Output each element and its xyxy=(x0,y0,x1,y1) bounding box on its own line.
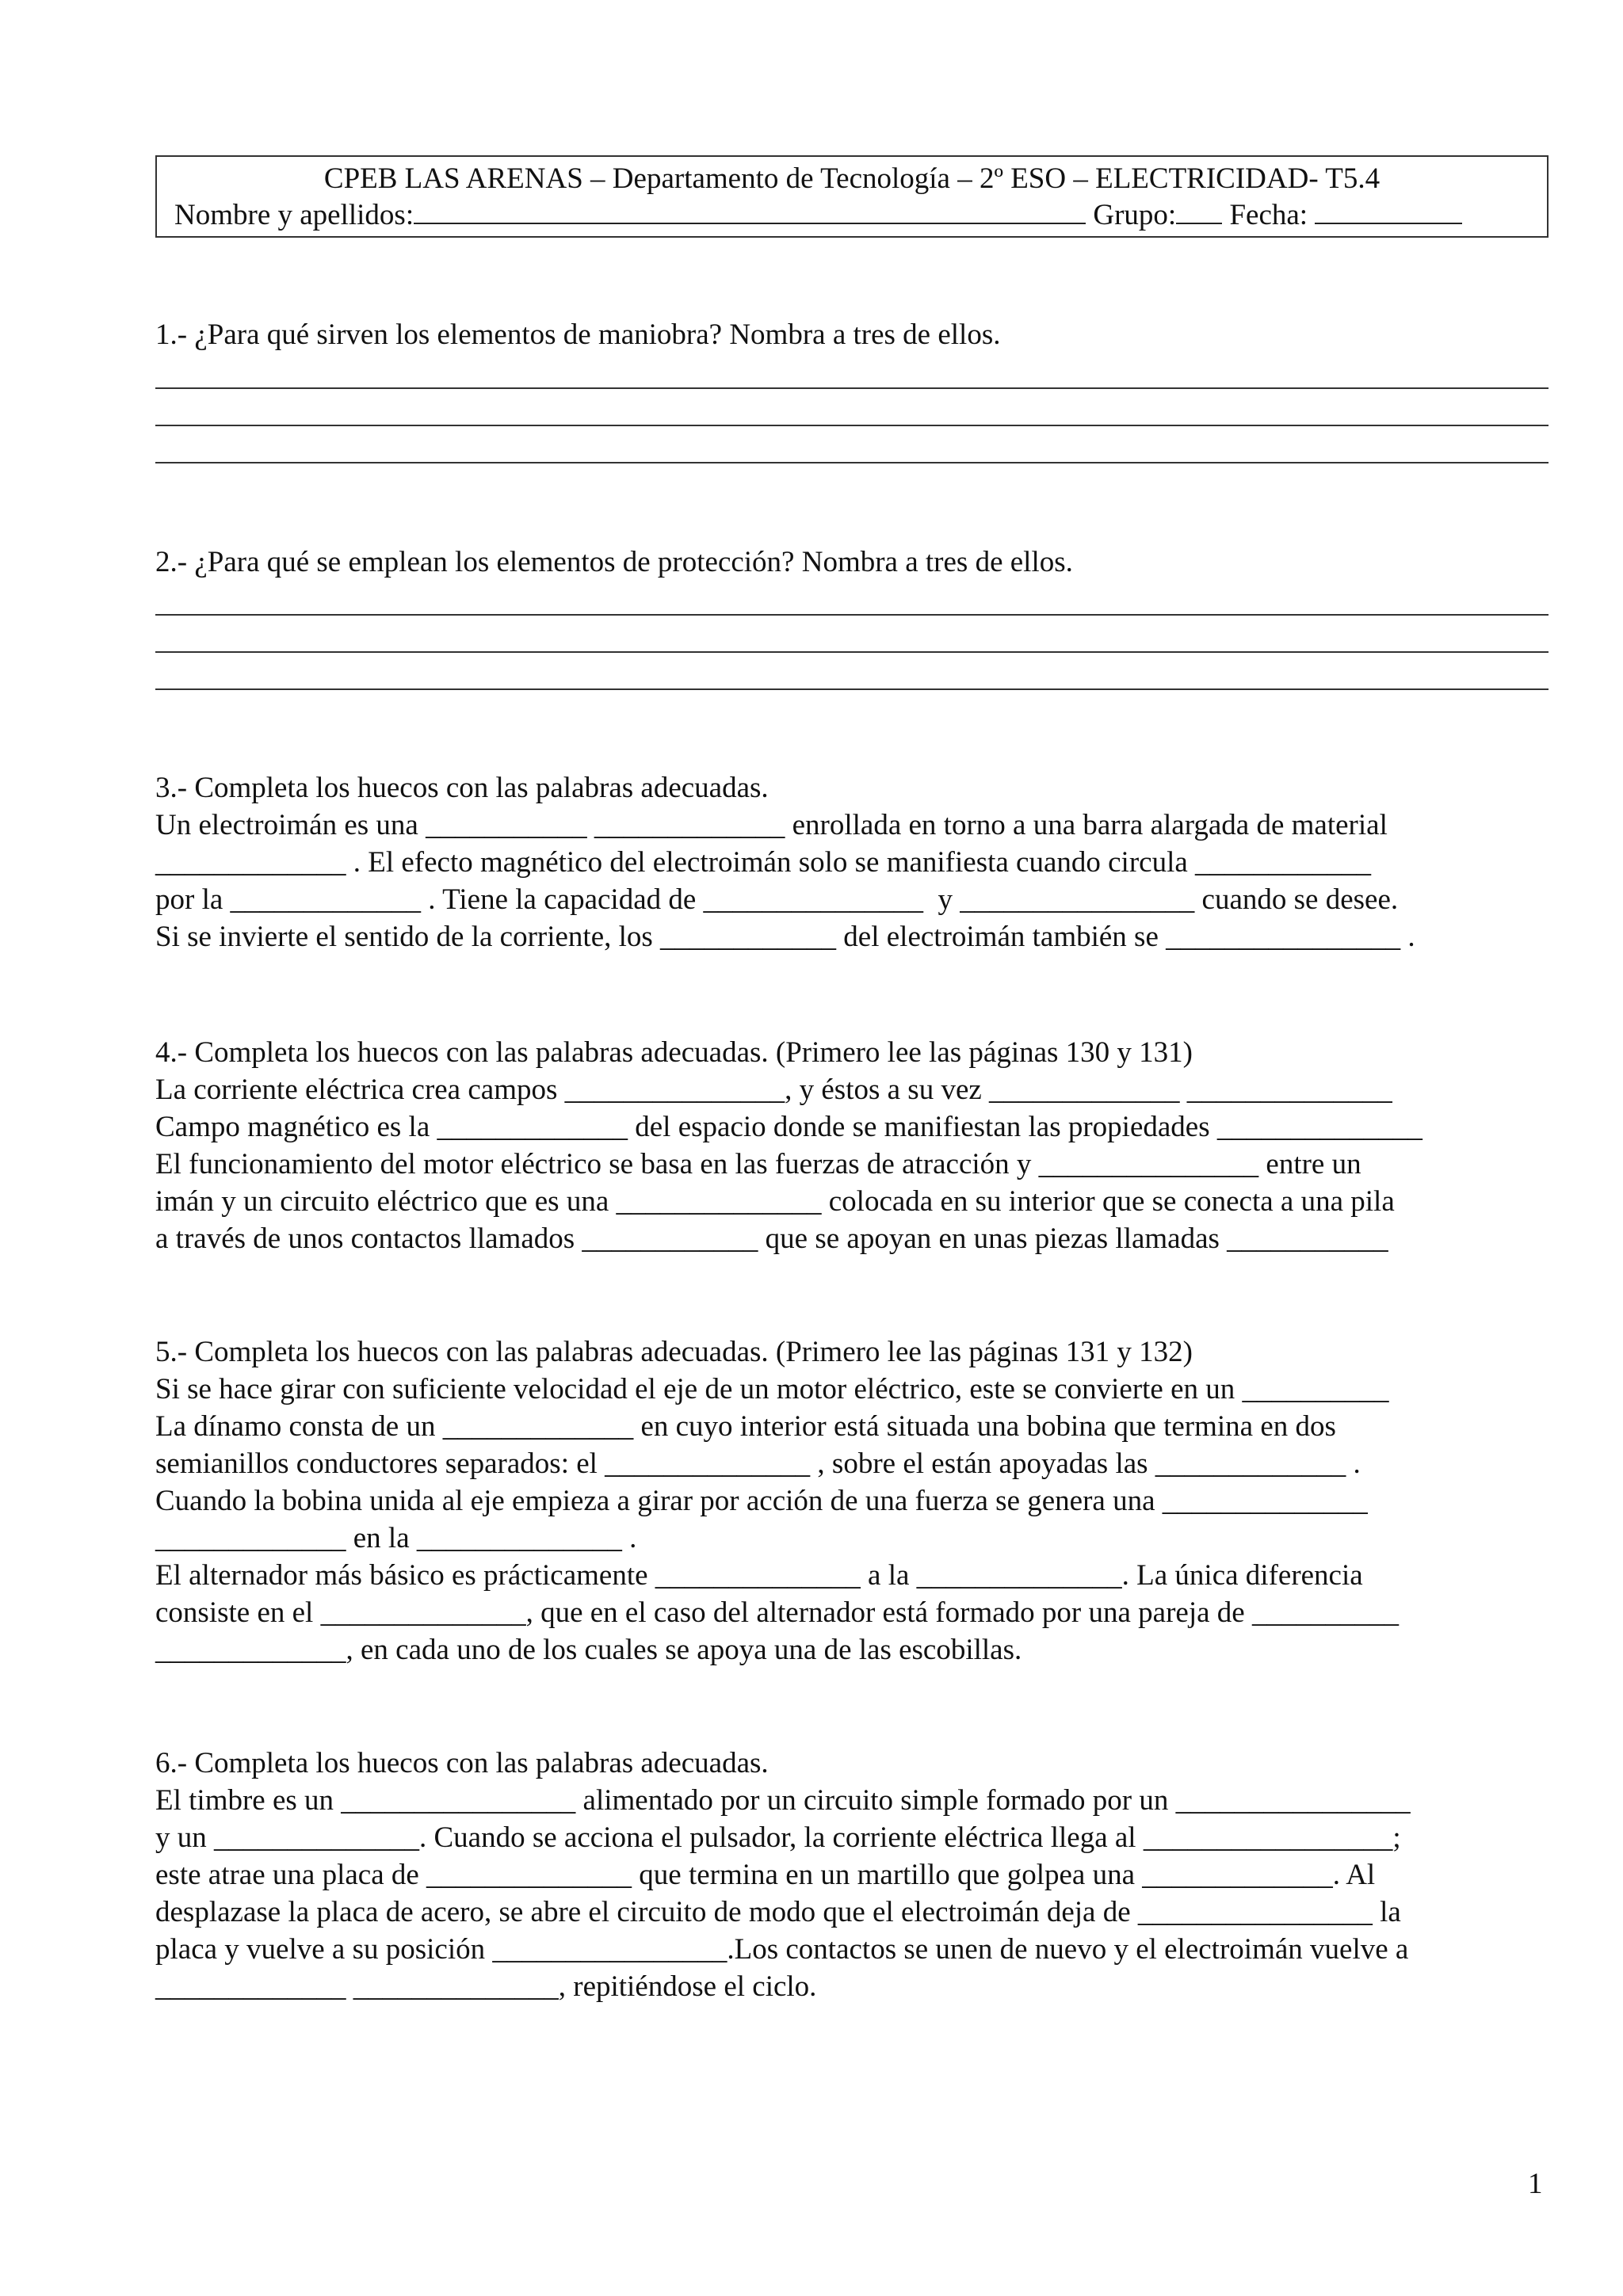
answer-line[interactable] xyxy=(155,387,1549,389)
question-6-line: y un ______________. Cuando se acciona el pulsador, la corriente eléctrica llega al _________________; xyxy=(155,1821,1401,1854)
question-3-line: 3.- Completa los huecos con las palabras adecuadas. xyxy=(155,772,769,804)
question-3-line: por la _____________ . Tiene la capacidad de _______________ y ________________ cuando se desee. xyxy=(155,883,1399,916)
question-6-line: este atrae una placa de ______________ que termina en un martillo que golpea una _____________. Al xyxy=(155,1859,1376,1891)
question-6-line: _____________ ______________, repitiéndose el ciclo. xyxy=(155,1970,817,2003)
name-blank[interactable] xyxy=(414,222,1086,224)
group-blank[interactable] xyxy=(1176,222,1222,224)
question-5-line: consiste en el ______________, que en el caso del alternador está formado por una pareja de __________ xyxy=(155,1596,1399,1629)
question-6-line: 6.- Completa los huecos con las palabras adecuadas. xyxy=(155,1747,769,1779)
date-label: Fecha: xyxy=(1229,199,1308,231)
date-blank[interactable] xyxy=(1315,222,1462,224)
question-5-line: semianillos conductores separados: el ______________ , sobre el están apoyadas las _____________ . xyxy=(155,1447,1361,1480)
answer-line[interactable] xyxy=(155,688,1549,690)
answer-line[interactable] xyxy=(155,425,1549,426)
header-title: CPEB LAS ARENAS – Departamento de Tecnología – 2º ESO – ELECTRICIDAD- T5.4 xyxy=(323,162,1381,195)
question-5-line: Cuando la bobina unida al eje empieza a girar por acción de una fuerza se genera una ______________ xyxy=(155,1485,1368,1517)
question-6-line: El timbre es un ________________ alimentado por un circuito simple formado por un ________________ xyxy=(155,1784,1411,1817)
question-3-line: _____________ . El efecto magnético del electroimán solo se manifiesta cuando circula ____________ xyxy=(155,846,1372,879)
question-5-line: Si se hace girar con suficiente velocidad el eje de un motor eléctrico, este se convierte en un __________ xyxy=(155,1373,1389,1405)
question-4-line: 4.- Completa los huecos con las palabras adecuadas. (Primero lee las páginas 130 y 131) xyxy=(155,1036,1193,1069)
header-box xyxy=(155,155,1549,238)
question-1-prompt: 1.- ¿Para qué sirven los elementos de maniobra? Nombra a tres de ellos. xyxy=(155,318,1001,351)
answer-line[interactable] xyxy=(155,614,1549,616)
question-6-line: desplazase la placa de acero, se abre el circuito de modo que el electroimán deja de ________________ la xyxy=(155,1896,1401,1928)
question-4-line: imán y un circuito eléctrico que es una ______________ colocada en su interior que se conecta a una pila xyxy=(155,1185,1395,1218)
question-5-line: El alternador más básico es prácticamente ______________ a la ______________. La única diferencia xyxy=(155,1559,1363,1592)
answer-line[interactable] xyxy=(155,462,1549,463)
question-3-line: Un electroimán es una ___________ _____________ enrollada en torno a una barra alargada de material xyxy=(155,809,1388,841)
header-fields xyxy=(174,198,1531,233)
question-4-line: Campo magnético es la _____________ del espacio donde se manifiestan las propiedades ______________ xyxy=(155,1111,1423,1143)
question-4-line: El funcionamiento del motor eléctrico se basa en las fuerzas de atracción y _______________ entre un xyxy=(155,1148,1361,1180)
question-5-line: 5.- Completa los huecos con las palabras adecuadas. (Primero lee las páginas 131 y 132) xyxy=(155,1336,1193,1368)
answer-line[interactable] xyxy=(155,651,1549,653)
question-5-line: _____________ en la ______________ . xyxy=(155,1522,637,1554)
name-label: Nombre y apellidos: xyxy=(174,199,414,231)
page-number: 1 xyxy=(1528,2168,1543,2200)
question-4-line: a través de unos contactos llamados ____________ que se apoyan en unas piezas llamadas ___________ xyxy=(155,1222,1388,1255)
question-5-line: La dínamo consta de un _____________ en cuyo interior está situada una bobina que termina en dos xyxy=(155,1410,1336,1443)
group-label: Grupo: xyxy=(1093,199,1177,231)
question-6-line: placa y vuelve a su posición ________________.Los contactos se unen de nuevo y el electroimán vuelve a xyxy=(155,1933,1409,1966)
question-3-line: Si se invierte el sentido de la corriente, los ____________ del electroimán también se ________________ . xyxy=(155,921,1415,953)
question-2-prompt: 2.- ¿Para qué se emplean los elementos de protección? Nombra a tres de ellos. xyxy=(155,546,1073,578)
question-4-line: La corriente eléctrica crea campos _______________, y éstos a su vez _____________ ______________ xyxy=(155,1074,1392,1106)
question-5-line: _____________, en cada uno de los cuales se apoya una de las escobillas. xyxy=(155,1634,1022,1666)
